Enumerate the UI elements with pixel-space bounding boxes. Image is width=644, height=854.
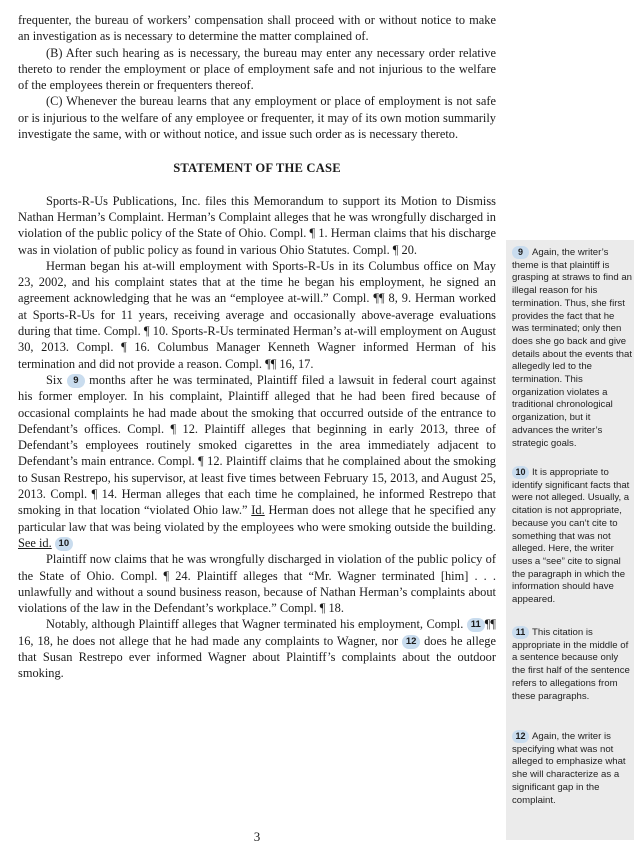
paragraph-5-part-c: does he allege that Susan Restrepo ever informed Wagner about Plaintiff’s complaints about the outdoor smoking. bbox=[18, 633, 496, 681]
sidebar-note-9 bbox=[512, 246, 632, 450]
case-paragraph-5 bbox=[18, 616, 496, 681]
see-id-citation: See id. bbox=[18, 535, 52, 550]
id-citation: Id. bbox=[251, 503, 265, 518]
sidebar-note-11 bbox=[512, 626, 632, 703]
case-paragraph-3 bbox=[18, 372, 496, 551]
case-paragraph-2: Herman began his at-will employment with Sports-R-Us in its Columbus office on May 23, 2002, and his complaint states that at the time he began his employment, he signed an agreement acknowledging that he was an “employee at-will.” Compl. ¶¶ 8, 9. Herman worked at Sports-R-Us for 11 years, receiving average and occasionally above-average evaluations during that time. Compl. ¶ 10. Sports-R-Us terminated Herman’s at-will employment on August 30, 2013. Compl. ¶ 16. Columbus Manager Kenneth Wagner informed Herman of his termination and did not provide a reason. Compl. ¶¶ 16, 17. bbox=[18, 258, 496, 371]
paragraph-3-middle: Herman does not allege that he specified any particular law that was being violated by the employees who were smoking outside the building. bbox=[18, 503, 496, 534]
note-marker-12: 12 bbox=[512, 730, 529, 743]
note-marker-10: 10 bbox=[512, 466, 529, 479]
paragraph-3-body: months after he was terminated, Plaintiff filed a lawsuit in federal court against his former employer. In his complaint, Plaintiff alleged that he had been fired because of occasional complaints he had made about the smoking that occurred outside of the entrance to Defendant’s offices. Compl. ¶ 12. Plaintiff alleges that beginning in early 2013, three of Defendant’s employees routinely smoked cigarettes in the area immediately adjacent to Defendant’s main entrance. Compl. ¶ 12. Plaintiff claims that he complained about the smoking to Susan Restrepo, his supervisor, at least five times between February 15, 2013, and August 25, 2013. Compl. ¶ 14. Herman alleges that each time he complained, he informed Restrepo that smoking in that location “violated Ohio law.” bbox=[18, 372, 496, 518]
sidebar-note-10 bbox=[512, 466, 632, 607]
note-9-text: Again, the writer’s theme is that plaintiff is grasping at straws to find an illegal reason for his termination. Thus, she first provides the fact that he was terminated; only then does she go back and give details about the events that allegedly led to the termination. This organization violates a traditional chronological organization, but it advances the writer’s strategic goals. bbox=[512, 247, 633, 449]
paragraph-5-part-a: Notably, although Plaintiff alleges that Wagner terminated his employment, Compl. bbox=[46, 617, 464, 632]
sidebar-note-12 bbox=[512, 730, 632, 807]
paragraph-3-start: Six bbox=[46, 372, 63, 387]
note-marker-11: 11 bbox=[512, 626, 529, 639]
paragraph-5-part-b: ¶¶ 16, 18, he does not allege that he had made any complaints to Wagner, nor bbox=[18, 617, 496, 648]
annotation-marker-10: 10 bbox=[55, 537, 73, 551]
section-heading: STATEMENT OF THE CASE bbox=[173, 161, 341, 176]
annotation-marker-11: 11 bbox=[467, 618, 485, 632]
note-10-text: It is appropriate to identify significant facts that were not alleged. Usually, a citation is not appropriate, because you can’t cite to something that was not alleged. Here, the writer uses a “see” cite to signal the paragraph in which the information should have appeared. bbox=[512, 467, 630, 606]
statute-paragraph-c: (C) Whenever the bureau learns that any employment or place of employment is not safe or is injurious to the welfare of any employee or frequenter, it may of its own motion summarily investigate the same, with or without notice, and issue such order as is necessary thereto. bbox=[18, 94, 496, 142]
annotation-marker-9: 9 bbox=[67, 374, 85, 388]
intro-paragraph: frequenter, the bureau of workers’ compensation shall proceed with or without notice to make an investigation as is necessary to determine the matter complained of. bbox=[18, 13, 496, 44]
note-12-text: Again, the writer is specifying what was not alleged to emphasize what she will characterize as a significant gap in the complaint. bbox=[512, 731, 626, 806]
page-number: 3 bbox=[253, 829, 261, 844]
case-paragraph-4: Plaintiff now claims that he was wrongfully discharged in violation of the public policy of the State of Ohio. Compl. ¶ 24. Plaintiff alleges that “Mr. Wagner terminated [him] . . . unlawfully and without a sound business reason, because of Nathan Herman’s complaints about violations of the law in the Defendant’s workplace.” Compl. ¶ 18. bbox=[18, 552, 496, 616]
note-11-text: This citation is appropriate in the middle of a sentence because only the first half of the sentence refers to allegations from these paragraphs. bbox=[512, 627, 630, 702]
main-text-column bbox=[18, 12, 496, 682]
annotation-marker-12: 12 bbox=[402, 635, 420, 649]
statute-paragraph-b: (B) After such hearing as is necessary, the bureau may enter any necessary order relative thereto to render the employment or place of employment safe and not injurious to the welfare of the employees therein or frequenters thereof. bbox=[18, 45, 496, 93]
case-paragraph-1: Sports-R-Us Publications, Inc. files this Memorandum to support its Motion to Dismiss Nathan Herman’s Complaint. Herman’s Complaint alleges that he was wrongfully discharged in violation of the public policy of the State of Ohio. Compl. ¶ 1. Herman claims that his discharge was in violation of public policy as found in various Ohio Statutes. Compl. ¶ 20. bbox=[18, 193, 496, 257]
note-marker-9: 9 bbox=[512, 246, 529, 259]
